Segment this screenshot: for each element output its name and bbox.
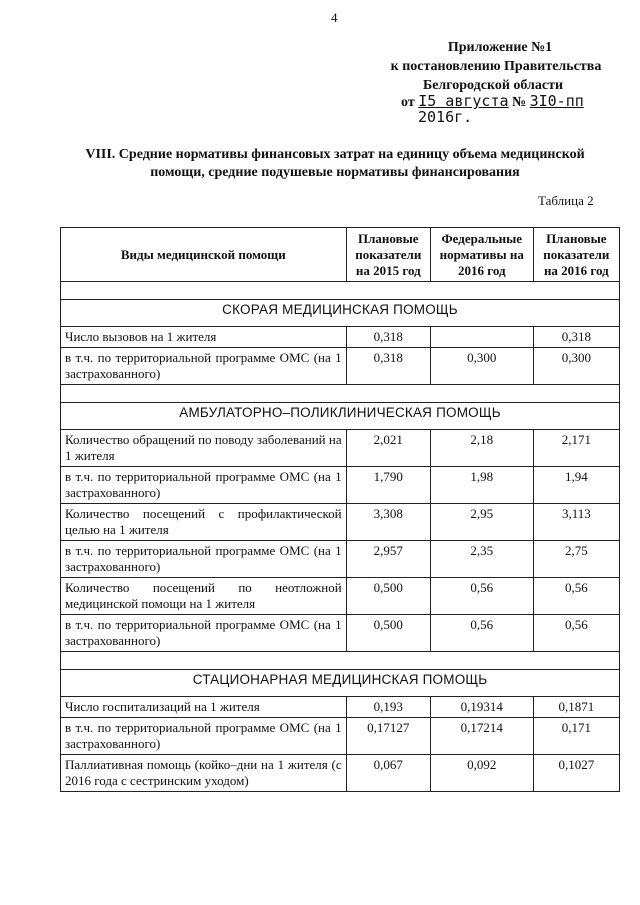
value-federal-2016: 2,18 (430, 430, 533, 467)
row-label: Число вызовов на 1 жителя (61, 327, 347, 348)
table-row (61, 430, 620, 467)
row-label: в т.ч. по территориальной программе ОМС (на 1 застрахованного) (61, 348, 347, 385)
value-federal-2016: 0,56 (430, 615, 533, 652)
section-heading (61, 403, 620, 430)
row-label: в т.ч. по территориальной программе ОМС (на 1 застрахованного) (61, 467, 347, 504)
value-federal-2016: 0,300 (430, 348, 533, 385)
value-federal-2016: 0,56 (430, 578, 533, 615)
table-row (61, 718, 620, 755)
value-plan-2016: 0,1871 (533, 697, 619, 718)
table-row (61, 348, 620, 385)
value-plan-2016: 0,171 (533, 718, 619, 755)
header-federal-2016: Федеральные нормативы на 2016 год (430, 228, 533, 282)
value-2015: 2,021 (346, 430, 430, 467)
header-care-type: Виды медицинской помощи (61, 228, 347, 282)
table-row (61, 697, 620, 718)
value-federal-2016: 0,092 (430, 755, 533, 792)
value-plan-2016: 0,1027 (533, 755, 619, 792)
value-plan-2016: 0,300 (533, 348, 619, 385)
value-federal-2016: 0,17214 (430, 718, 533, 755)
value-2015: 0,067 (346, 755, 430, 792)
value-2015: 2,957 (346, 541, 430, 578)
section-spacer (61, 652, 620, 670)
value-plan-2016: 0,56 (533, 578, 619, 615)
row-label: Паллиативная помощь (койко–дни на 1 жителя (с 2016 года с сестринским уходом) (61, 755, 347, 792)
table-row (61, 327, 620, 348)
section-heading (61, 300, 620, 327)
table-row (61, 755, 620, 792)
page-number: 4 (331, 10, 338, 25)
value-federal-2016: 1,98 (430, 467, 533, 504)
section-heading (61, 670, 620, 697)
value-2015: 0,193 (346, 697, 430, 718)
value-2015: 0,318 (346, 327, 430, 348)
value-federal-2016 (430, 327, 533, 348)
table-label: Таблица 2 (538, 193, 594, 208)
norms-table (60, 227, 620, 792)
row-label: в т.ч. по территориальной программе ОМС (на 1 застрахованного) (61, 615, 347, 652)
row-label: Количество посещений по неотложной медицинской помощи на 1 жителя (61, 578, 347, 615)
table-row (61, 467, 620, 504)
value-2015: 0,318 (346, 348, 430, 385)
value-2015: 0,17127 (346, 718, 430, 755)
table-row (61, 541, 620, 578)
section-heading-outpatient: АМБУЛАТОРНО–ПОЛИКЛИНИЧЕСКАЯ ПОМОЩЬ (61, 403, 620, 430)
section-spacer (61, 385, 620, 403)
number-label: № (512, 95, 527, 110)
value-plan-2016: 2,75 (533, 541, 619, 578)
table-row (61, 578, 620, 615)
handwritten-year: 2016г. (418, 108, 473, 126)
value-plan-2016: 0,318 (533, 327, 619, 348)
row-label: Число госпитализаций на 1 жителя (61, 697, 347, 718)
value-federal-2016: 0,19314 (430, 697, 533, 718)
table-row (61, 504, 620, 541)
value-federal-2016: 2,95 (430, 504, 533, 541)
value-federal-2016: 2,35 (430, 541, 533, 578)
row-label: Количество обращений по поводу заболеваний на 1 жителя (61, 430, 347, 467)
section-title: VIII. Средние нормативы финансовых затрат на единицу объема медицинской помощи, средние подушевые нормативы финансирования (85, 147, 585, 180)
header-plan-2016: Плановые показатели на 2016 год (533, 228, 619, 282)
value-2015: 3,308 (346, 504, 430, 541)
value-2015: 1,790 (346, 467, 430, 504)
appendix-title: Приложение №1 (447, 40, 553, 55)
appendix-region-line: Белгородской области (422, 78, 564, 93)
appendix-resolution-line: к постановлению Правительства (390, 59, 602, 74)
table-row (61, 615, 620, 652)
handwritten-date: I5 августа (418, 92, 509, 110)
header-plan-2015: Плановые показатели на 2015 год (346, 228, 430, 282)
date-ot-label: от (401, 95, 415, 110)
section-heading-emergency: СКОРАЯ МЕДИЦИНСКАЯ ПОМОЩЬ (61, 300, 620, 327)
handwritten-number: 3I0-пп (529, 92, 584, 110)
value-plan-2016: 2,171 (533, 430, 619, 467)
row-label: в т.ч. по территориальной программе ОМС (на 1 застрахованного) (61, 718, 347, 755)
table-header-row (61, 228, 620, 282)
value-2015: 0,500 (346, 578, 430, 615)
value-plan-2016: 3,113 (533, 504, 619, 541)
row-label: в т.ч. по территориальной программе ОМС (на 1 застрахованного) (61, 541, 347, 578)
row-label: Количество посещений с профилактической целью на 1 жителя (61, 504, 347, 541)
section-spacer (61, 282, 620, 300)
value-plan-2016: 0,56 (533, 615, 619, 652)
value-2015: 0,500 (346, 615, 430, 652)
value-plan-2016: 1,94 (533, 467, 619, 504)
section-heading-inpatient: СТАЦИОНАРНАЯ МЕДИЦИНСКАЯ ПОМОЩЬ (61, 670, 620, 697)
